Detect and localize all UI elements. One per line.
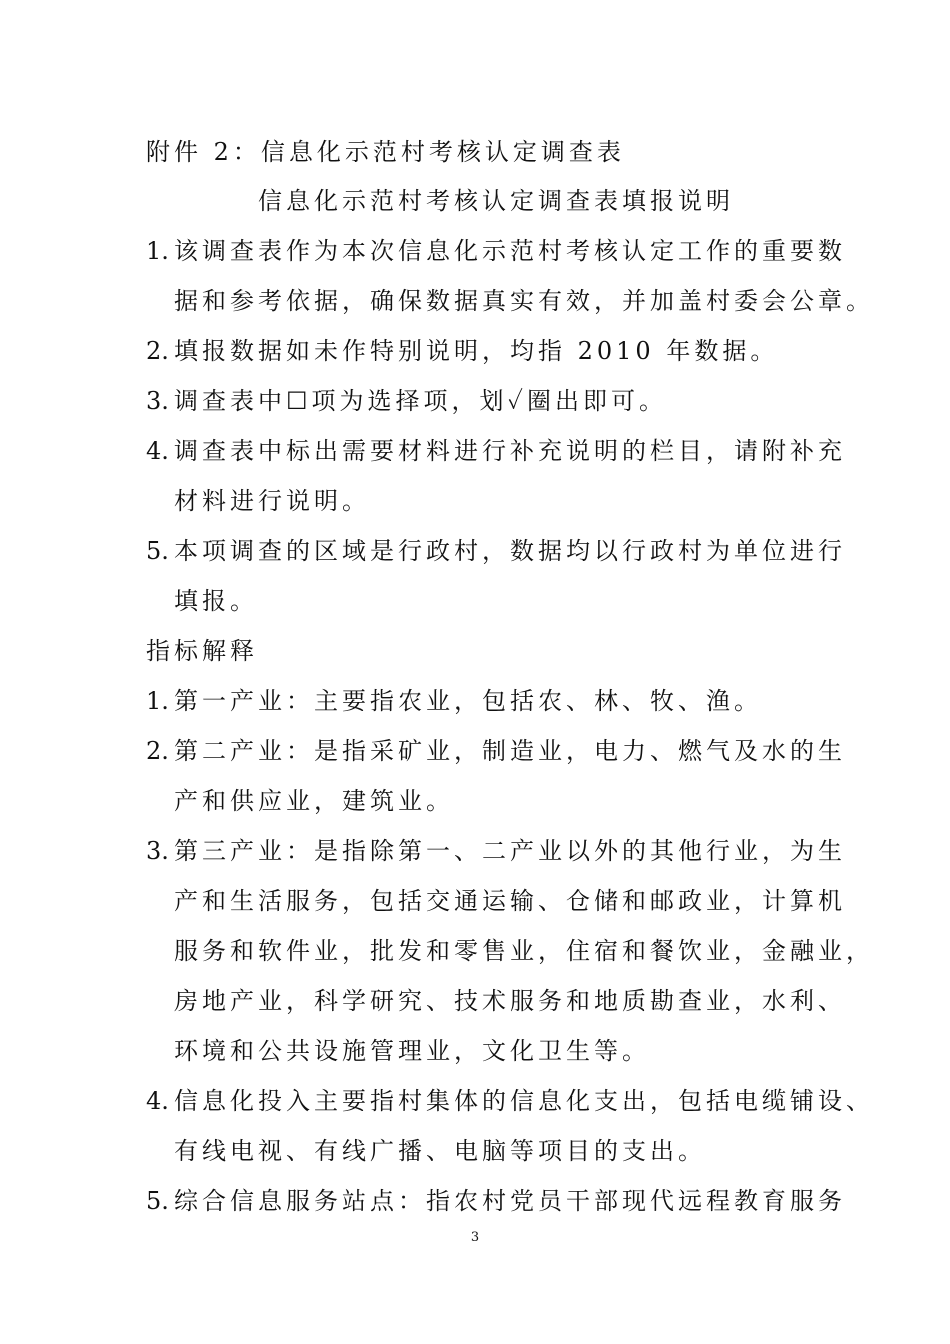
item-text: 本项调查的区域是行政村，数据均以行政村为单位进行: [174, 537, 846, 565]
indicator-line: [146, 686, 762, 716]
page-number: 3: [470, 1230, 480, 1245]
item-text: 该调查表作为本次信息化示范村考核认定工作的重要数: [174, 237, 846, 265]
item-text: 第三产业：是指除第一、二产业以外的其他行业，为生: [174, 837, 846, 865]
item-number: 2.: [146, 337, 169, 365]
item-number: 4.: [146, 437, 169, 465]
document-subtitle: 信息化示范村考核认定调查表填报说明: [258, 187, 734, 215]
item-number: 3.: [146, 837, 169, 865]
instruction-line: [146, 436, 846, 466]
item-number: 4.: [146, 1087, 169, 1115]
instruction-line: 材料进行说明。: [174, 487, 370, 515]
indicator-line: 房地产业，科学研究、技术服务和地质勘查业，水利、: [174, 987, 846, 1015]
item-number: 1.: [146, 237, 169, 265]
indicator-line: 环境和公共设施管理业，文化卫生等。: [174, 1037, 650, 1065]
item-text: 调查表中☐项为选择项，划✓圈出即可。: [174, 387, 667, 415]
instruction-line: [146, 386, 667, 416]
instruction-line: [146, 336, 778, 366]
item-text: 第一产业：主要指农业，包括农、林、牧、渔。: [174, 687, 762, 715]
instruction-line: [146, 536, 846, 566]
item-number: 1.: [146, 687, 169, 715]
indicator-line: [146, 1186, 846, 1216]
instruction-line: 据和参考依据，确保数据真实有效，并加盖村委会公章。: [174, 287, 874, 315]
indicator-line: [146, 736, 846, 766]
indicator-line: [146, 1086, 874, 1116]
item-text: 第二产业：是指采矿业，制造业，电力、燃气及水的生: [174, 737, 846, 765]
indicator-line: 产和供应业，建筑业。: [174, 787, 454, 815]
attachment-title: 附件 2：信息化示范村考核认定调查表: [146, 138, 625, 166]
indicator-line: 有线电视、有线广播、电脑等项目的支出。: [174, 1137, 706, 1165]
instruction-line: 填报。: [174, 587, 258, 615]
item-text: 填报数据如未作特别说明，均指 2010 年数据。: [174, 337, 779, 365]
instruction-line: [146, 236, 846, 266]
indicator-heading: 指标解释: [146, 637, 258, 665]
item-text: 信息化投入主要指村集体的信息化支出，包括电缆铺设、: [174, 1087, 874, 1115]
item-text: 调查表中标出需要材料进行补充说明的栏目，请附补充: [174, 437, 846, 465]
indicator-line: [146, 836, 846, 866]
indicator-line: 产和生活服务，包括交通运输、仓储和邮政业，计算机: [174, 887, 846, 915]
item-number: 5.: [146, 537, 169, 565]
item-number: 5.: [146, 1187, 169, 1215]
item-number: 3.: [146, 387, 169, 415]
item-text: 综合信息服务站点：指农村党员干部现代远程教育服务: [174, 1187, 846, 1215]
indicator-line: 服务和软件业，批发和零售业，住宿和餐饮业，金融业，: [174, 937, 874, 965]
item-number: 2.: [146, 737, 169, 765]
